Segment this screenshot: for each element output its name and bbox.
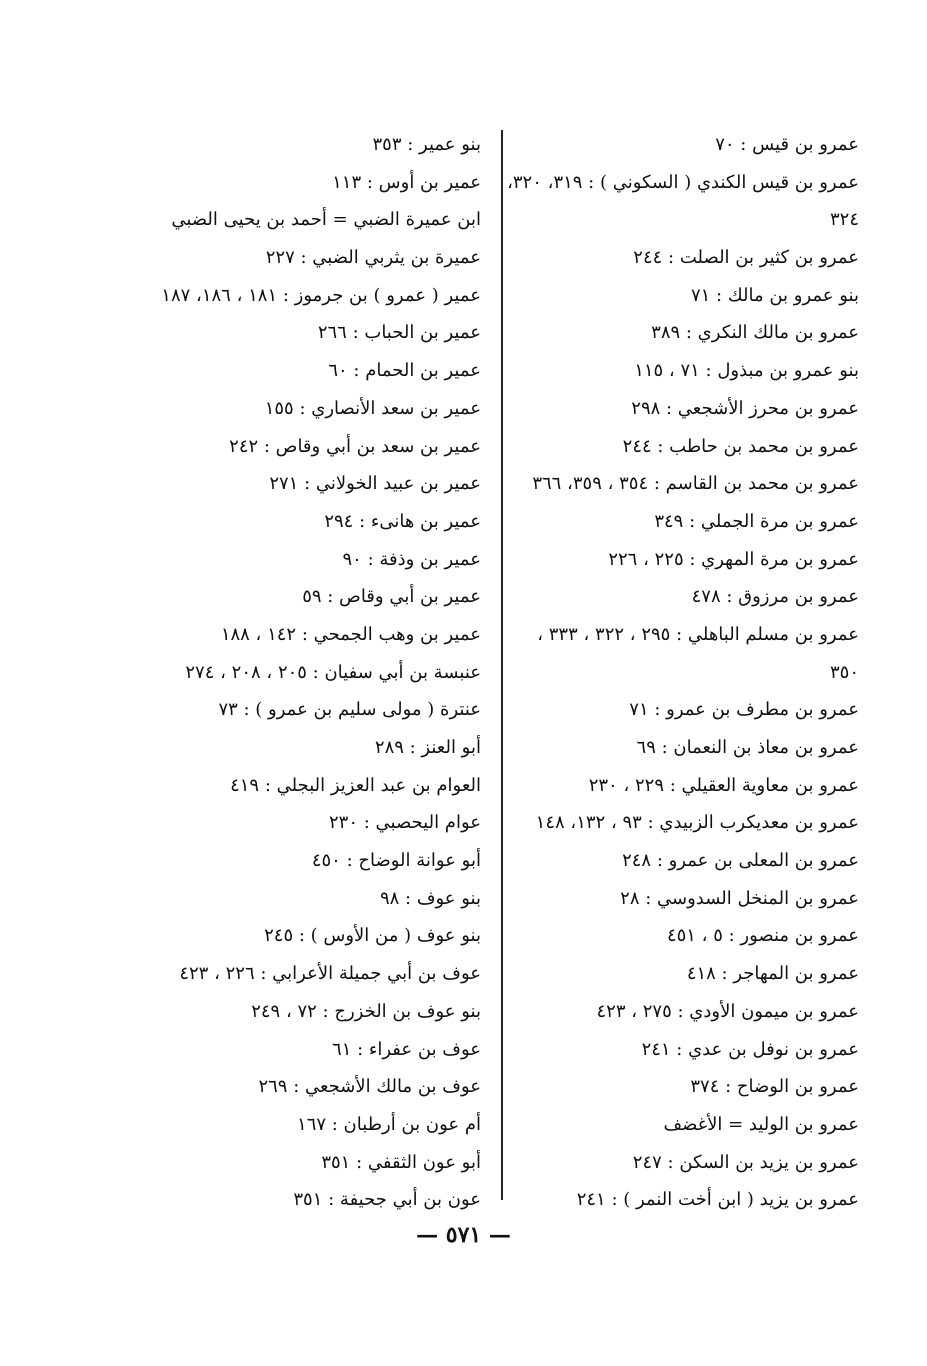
index-entry: عمرو بن قيس الكندي ( السكوني ) : ٣١٩، ٣٢٠، — [507, 171, 859, 193]
index-entry: عمرو بن نوفل بن عدي : ٢٤١ — [641, 1038, 859, 1060]
index-entry: عمرو بن مرة المهري : ٢٢٥ ، ٢٢٦ — [608, 548, 859, 570]
index-entry: عمير بن الحمام : ٦٠ — [328, 360, 481, 382]
index-entry: عمرو بن كثير بن الصلت : ٢٤٤ — [633, 247, 859, 269]
index-entry: عمرو بن معاوية العقيلي : ٢٢٩ ، ٢٣٠ — [588, 774, 859, 796]
index-entry: عمرو بن مرة الجملي : ٣٤٩ — [654, 510, 859, 532]
index-entry: عمرو بن الوضاح : ٣٧٤ — [690, 1076, 859, 1098]
index-entry-continuation: ٣٥٠ — [829, 661, 859, 683]
index-entry: بنو عوف : ٩٨ — [379, 887, 481, 909]
index-entry: عمرو بن المهاجر : ٤١٨ — [686, 963, 859, 985]
index-entry: بنو عمرو بن مالك : ٧١ — [690, 284, 859, 306]
index-entry: عنترة ( مولى سليم بن عمرو ) : ٧٣ — [218, 699, 481, 721]
left-column — [131, 126, 481, 1219]
index-entry: بنو عوف بن الخزرج : ٧٢ ، ٢٤٩ — [251, 1000, 481, 1022]
index-entry: عمرو بن قيس : ٧٠ — [715, 134, 859, 155]
index-entry: عمير بن وذفة : ٩٠ — [342, 548, 481, 570]
index-entry: عمير بن سعد بن أبي وقاص : ٢٤٢ — [229, 435, 481, 457]
index-entry: عوف بن عفراء : ٦١ — [332, 1038, 481, 1060]
index-entry: عمرو بن يزيد ( ابن أخت النمر ) : ٢٤١ — [576, 1189, 859, 1211]
index-entry: أبو عون الثقفي : ٣٥١ — [321, 1151, 481, 1173]
index-entry: عمير بن سعد الأنصاري : ١٥٥ — [264, 397, 481, 419]
index-entry: عمير بن وهب الجمحي : ١٤٢ ، ١٨٨ — [220, 623, 481, 645]
index-entry: عمير بن عبيد الخولاني : ٢٧١ — [269, 473, 481, 495]
index-entry: عمرو بن مالك النكري : ٣٨٩ — [651, 322, 859, 344]
index-entry: عمرو بن محمد بن حاطب : ٢٤٤ — [622, 435, 859, 457]
index-entry: العوام بن عبد العزيز البجلي : ٤١٩ — [230, 774, 481, 796]
right-column — [509, 126, 859, 1219]
index-entry: بنو عمرو بن مبذول : ٧١ ، ١١٥ — [634, 360, 859, 382]
index-entry-continuation: ٣٢٤ — [829, 209, 859, 231]
index-entry: عمرو بن الوليد = الأغضف — [663, 1113, 859, 1135]
index-entry: عمرو بن المعلى بن عمرو : ٢٤٨ — [622, 850, 859, 872]
index-entry: عمرو بن معديكرب الزبيدي : ٩٣ ، ١٣٢، ١٤٨ — [535, 812, 859, 834]
index-entry: عمرو بن معاذ بن النعمان : ٦٩ — [636, 737, 859, 758]
index-entry: أم عون بن أرطبان : ١٦٧ — [297, 1113, 481, 1135]
index-entry: عمرو بن مسلم الباهلي : ٢٩٥ ، ٣٢٢ ، ٣٣٣ ، — [537, 623, 859, 645]
index-entry: عمير بن الحباب : ٢٦٦ — [317, 322, 481, 344]
index-entry: عمير بن أوس : ١١٣ — [332, 171, 481, 193]
index-entry: عمير ( عمرو ) بن جرموز : ١٨١ ، ١٨٦، ١٨٧ — [161, 284, 481, 306]
index-entry: عمرو بن ميمون الأودي : ٢٧٥ ، ٤٢٣ — [596, 1000, 859, 1022]
index-entry: عمير بن أبي وقاص : ٥٩ — [302, 586, 481, 608]
index-entry: عمير بن هانىء : ٢٩٤ — [324, 510, 481, 532]
index-entry: عمرو بن منصور : ٥ ، ٤٥١ — [666, 925, 859, 947]
index-entry: بنو عمير : ٣٥٣ — [372, 134, 481, 155]
index-entry: عوام اليحصبي : ٢٣٠ — [328, 812, 481, 834]
index-entry: عنبسة بن أبي سفيان : ٢٠٥ ، ٢٠٨ ، ٢٧٤ — [185, 661, 481, 683]
index-entry: عوف بن مالك الأشجعي : ٢٦٩ — [258, 1076, 481, 1098]
index-entry: ابن عميرة الضبي = أحمد بن يحيى الضبي — [171, 209, 481, 231]
page-number: — ٥٧١ — — [416, 1222, 511, 1248]
index-entry: عمرو بن المنخل السدوسي : ٢٨ — [620, 887, 859, 909]
index-entry: أبو عوانة الوضاح : ٤٥٠ — [311, 850, 481, 872]
index-entry: بنو عوف ( من الأوس ) : ٢٤٥ — [264, 925, 481, 947]
index-entry: عمرو بن مطرف بن عمرو : ٧١ — [629, 699, 859, 721]
index-entry: عميرة بن يثربي الضبي : ٢٢٧ — [265, 247, 481, 269]
index-entry: عمرو بن محرز الأشجعي : ٢٩٨ — [631, 397, 859, 419]
index-entry: أبو العنز : ٢٨٩ — [374, 737, 481, 758]
column-divider — [501, 130, 503, 1200]
index-entry: عمرو بن يزيد بن السكن : ٢٤٧ — [632, 1151, 859, 1173]
index-entry: عوف بن أبي جميلة الأعرابي : ٢٢٦ ، ٤٢٣ — [179, 963, 481, 985]
index-entry: عمرو بن مرزوق : ٤٧٨ — [691, 586, 859, 608]
index-entry: عون بن أبي جحيفة : ٣٥١ — [293, 1189, 481, 1211]
index-entry: عمرو بن محمد بن القاسم : ٣٥٤ ، ٣٥٩، ٣٦٦ — [532, 473, 859, 495]
